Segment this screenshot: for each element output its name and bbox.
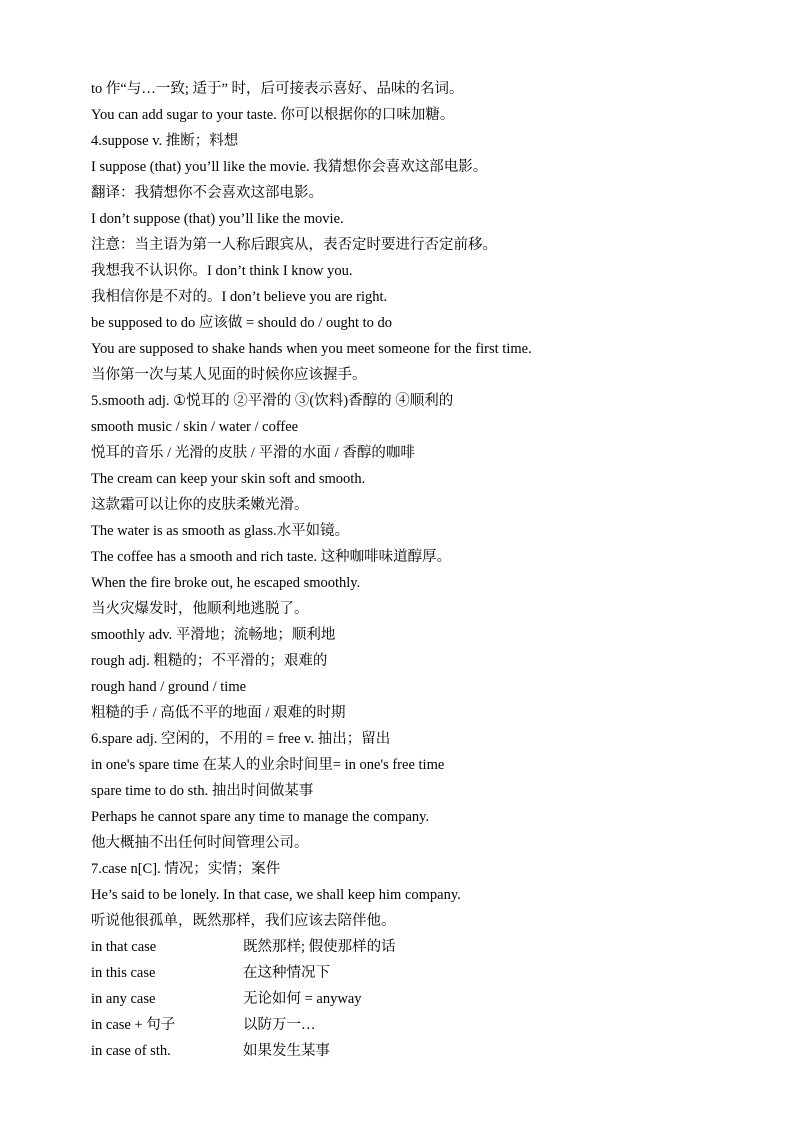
phrase-en: in this case <box>91 965 156 981</box>
text-line: spare time to do sth. 抽出时间做某事 <box>91 783 314 799</box>
section-heading-spare: 6.spare adj. 空闲的，不用的 = free v. 抽出；留出 <box>91 731 391 747</box>
phrase-zh: 无论如何 = anyway <box>243 991 362 1007</box>
text-line: 当你第一次与某人见面的时候你应该握手。 <box>91 367 367 383</box>
phrase-zh: 以防万一… <box>243 1017 316 1033</box>
text-line: 粗糙的手 / 高低不平的地面 / 艰难的时期 <box>91 705 346 721</box>
text-line: When the fire broke out, he escaped smoothly. <box>91 575 361 591</box>
text-line: 我相信你是不对的。I don’t believe you are right. <box>91 289 388 305</box>
text-line: I don’t suppose (that) you’ll like the movie. <box>91 211 344 227</box>
phrase-row <box>91 1012 771 1038</box>
section-heading-case: 7.case n[C]. 情况；实情；案件 <box>91 861 281 877</box>
text-line: The water is as smooth as glass.水平如镜。 <box>91 523 350 539</box>
phrase-en: in any case <box>91 991 156 1007</box>
section-heading-suppose: 4.suppose v. 推断；料想 <box>91 133 239 149</box>
phrase-row <box>91 986 771 1012</box>
text-line: smoothly adv. 平滑地；流畅地；顺利地 <box>91 627 336 643</box>
phrase-row <box>91 960 771 986</box>
text-line: to 作“与…一致; 适于” 时，后可接表示喜好、品味的名词。 <box>91 81 464 97</box>
text-line: rough adj. 粗糙的；不平滑的；艰难的 <box>91 653 328 669</box>
text-line: Perhaps he cannot spare any time to manage the company. <box>91 809 430 825</box>
phrase-row <box>91 934 771 960</box>
document-page <box>91 76 771 1064</box>
text-line: rough hand / ground / time <box>91 679 247 695</box>
phrase-en: in case + 句子 <box>91 1017 176 1033</box>
text-line: He’s said to be lonely. In that case, we shall keep him company. <box>91 887 461 903</box>
text-line: The coffee has a smooth and rich taste. 这种咖啡味道醇厚。 <box>91 549 452 565</box>
phrase-zh: 既然那样; 假使那样的话 <box>243 939 396 955</box>
phrase-en: in that case <box>91 939 157 955</box>
section-heading-smooth: 5.smooth adj. ①悦耳的 ②平滑的 ③(饮料)香醇的 ④顺利的 <box>91 393 454 409</box>
phrase-zh: 如果发生某事 <box>243 1043 330 1059</box>
text-line: 当火灾爆发时，他顺利地逃脱了。 <box>91 601 309 617</box>
text-line: 翻译：我猜想你不会喜欢这部电影。 <box>91 185 323 201</box>
text-line: You are supposed to shake hands when you meet someone for the first time. <box>91 341 532 357</box>
text-line: smooth music / skin / water / coffee <box>91 419 299 435</box>
phrase-zh: 在这种情况下 <box>243 965 330 981</box>
text-line: 听说他很孤单，既然那样，我们应该去陪伴他。 <box>91 913 396 929</box>
text-line: 这款霜可以让你的皮肤柔嫩光滑。 <box>91 497 309 513</box>
text-line: The cream can keep your skin soft and smooth. <box>91 471 366 487</box>
text-line: You can add sugar to your taste. 你可以根据你的口味加糖。 <box>91 107 455 123</box>
phrase-en: in case of sth. <box>91 1043 171 1059</box>
text-line: 我想我不认识你。I don’t think I know you. <box>91 263 353 279</box>
text-line: 悦耳的音乐 / 光滑的皮肤 / 平滑的水面 / 香醇的咖啡 <box>91 445 415 461</box>
phrase-row <box>91 1038 771 1064</box>
text-line: I suppose (that) you’ll like the movie. 我猜想你会喜欢这部电影。 <box>91 159 488 175</box>
text-line: 注意：当主语为第一人称后跟宾从，表否定时要进行否定前移。 <box>91 237 497 253</box>
text-line: be supposed to do 应该做 = should do / ought to do <box>91 315 392 331</box>
text-line: in one's spare time 在某人的业余时间里= in one's free time <box>91 757 445 773</box>
text-line: 他大概抽不出任何时间管理公司。 <box>91 835 309 851</box>
